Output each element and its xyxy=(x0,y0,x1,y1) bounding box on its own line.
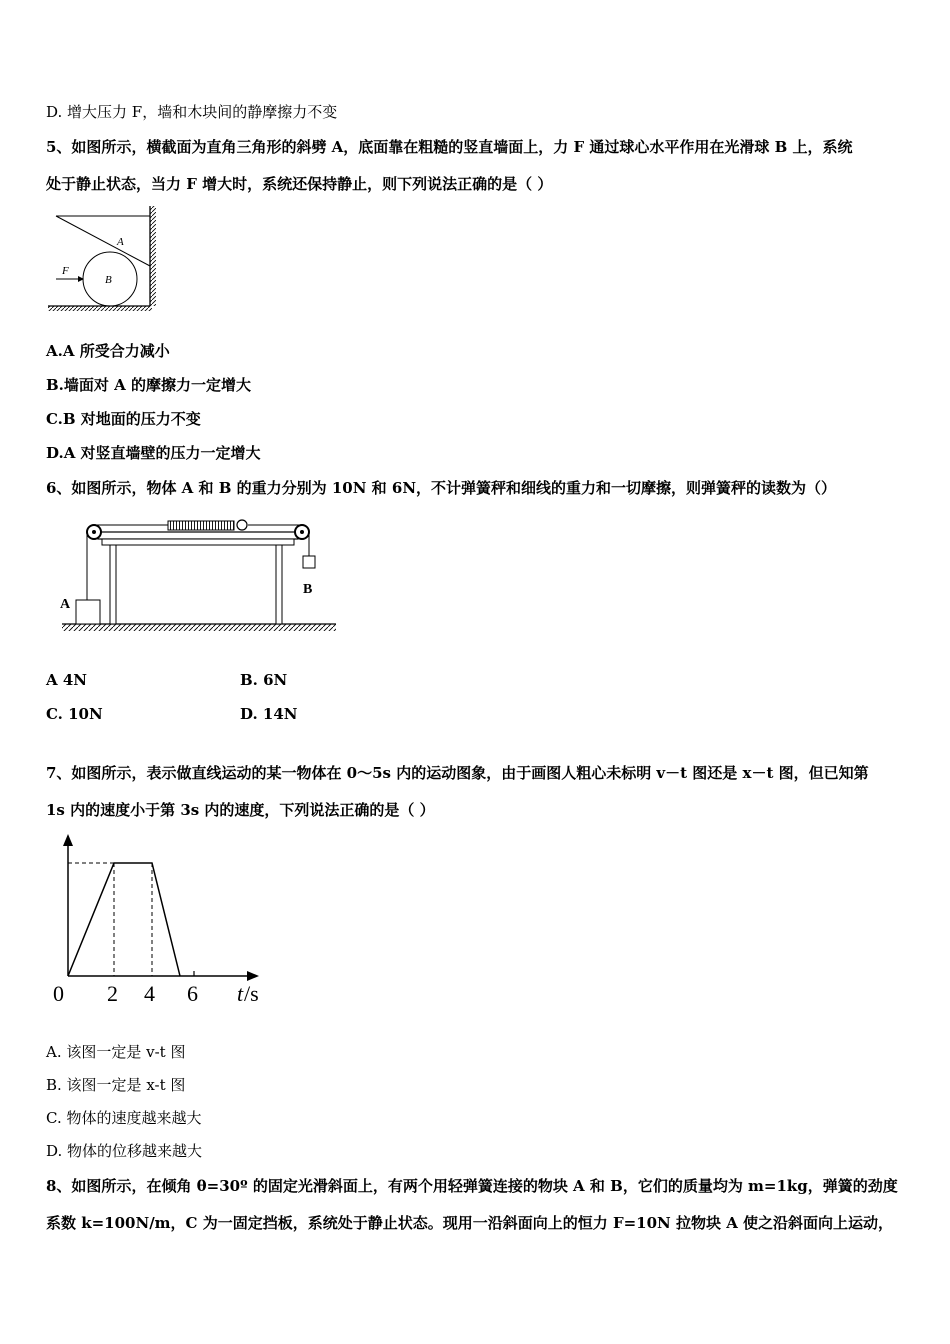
q5-ground-hatch xyxy=(48,306,152,311)
q7-stem-line1: 7、如图所示，表示做直线运动的某一物体在 0～5s 内的运动图象，由于画图人粗心未标明 v－t 图还是 x－t 图，但已知第 xyxy=(46,764,869,782)
q7-tick-label-0: 0 xyxy=(53,981,64,1006)
q7-axis-var: t xyxy=(237,981,244,1006)
q6-table-apron xyxy=(102,539,294,545)
q7-tick-label-2: 2 xyxy=(107,981,118,1006)
q7-option-c: C. 物体的速度越来越大 xyxy=(46,1109,202,1127)
q5-option-a: A.A 所受合力减小 xyxy=(46,342,170,360)
q6-label-b: B xyxy=(303,582,313,597)
q5-option-b: B.墙面对 A 的摩擦力一定增大 xyxy=(46,376,251,394)
q7-option-b: B. 该图一定是 x-t 图 xyxy=(46,1076,186,1094)
q5-label-a: A xyxy=(117,236,124,248)
q7-axis-unit: /s xyxy=(244,981,259,1006)
q7-tick-label-4: 4 xyxy=(144,981,155,1006)
q6-spring-balance xyxy=(168,521,234,530)
q6-table-leg-right xyxy=(276,545,282,624)
q7-option-d: D. 物体的位移越来越大 xyxy=(46,1142,203,1160)
q7-x-axis-arrowhead xyxy=(247,971,259,981)
q7-y-axis-arrowhead xyxy=(63,834,73,846)
q7-curve xyxy=(68,863,180,976)
q8-stem-line2: 系数 k=100N/m，C 为一固定挡板，系统处于静止状态。现用一沿斜面向上的恒力 F=10N 拉物块 A 使之沿斜面向上运动， xyxy=(46,1214,894,1232)
q5-option-c: C.B 对地面的压力不变 xyxy=(46,410,201,428)
q6-stem: 6、如图所示，物体 A 和 B 的重力分别为 10N 和 6N，不计弹簧秤和细线的重力和一切摩擦，则弹簧秤的读数为（） xyxy=(46,479,837,497)
q7-graph xyxy=(44,832,274,1008)
q6-block-b xyxy=(303,556,315,568)
q4-option-d: D. 增大压力 F，墙和木块间的静摩擦力不变 xyxy=(46,103,338,121)
q6-table-leg-left xyxy=(110,545,116,624)
q6-label-a: A xyxy=(60,597,71,612)
q6-option-a: A 4N xyxy=(46,671,88,689)
q6-option-b: B. 6N xyxy=(240,671,288,689)
q6-block-a xyxy=(76,600,100,624)
q6-balance-hook xyxy=(237,520,247,530)
q5-wall-hatch xyxy=(150,206,156,306)
q5-stem-line1: 5、如图所示，横截面为直角三角形的斜劈 A，底面靠在粗糙的竖直墙面上，力 F 通过球心水平作用在光滑球 B 上，系统 xyxy=(46,138,853,156)
q7-tick-label-6: 6 xyxy=(187,981,198,1006)
q5-figure xyxy=(44,204,159,312)
q8-stem-line1: 8、如图所示，在倾角 θ=30º 的固定光滑斜面上，有两个用轻弹簧连接的物块 A 和 B，它们的质量均为 m=1kg，弹簧的劲度 xyxy=(46,1177,898,1195)
q7-option-a: A. 该图一定是 v-t 图 xyxy=(46,1043,186,1061)
q6-ground-hatch xyxy=(62,624,336,631)
q5-stem-line2: 处于静止状态，当力 F 增大时，系统还保持静止，则下列说法正确的是（ ） xyxy=(46,175,553,193)
q6-figure xyxy=(58,512,343,636)
q5-label-b: B xyxy=(105,274,112,286)
q6-option-d: D. 14N xyxy=(240,705,298,723)
q6-table-top xyxy=(98,532,298,539)
q5-label-f: F xyxy=(62,265,69,277)
q7-stem-line2: 1s 内的速度小于第 3s 内的速度，下列说法正确的是（ ） xyxy=(46,801,435,819)
q6-option-c: C. 10N xyxy=(46,705,103,723)
q5-wedge-a xyxy=(56,216,150,266)
q5-option-d: D.A 对竖直墙壁的压力一定增大 xyxy=(46,444,261,462)
